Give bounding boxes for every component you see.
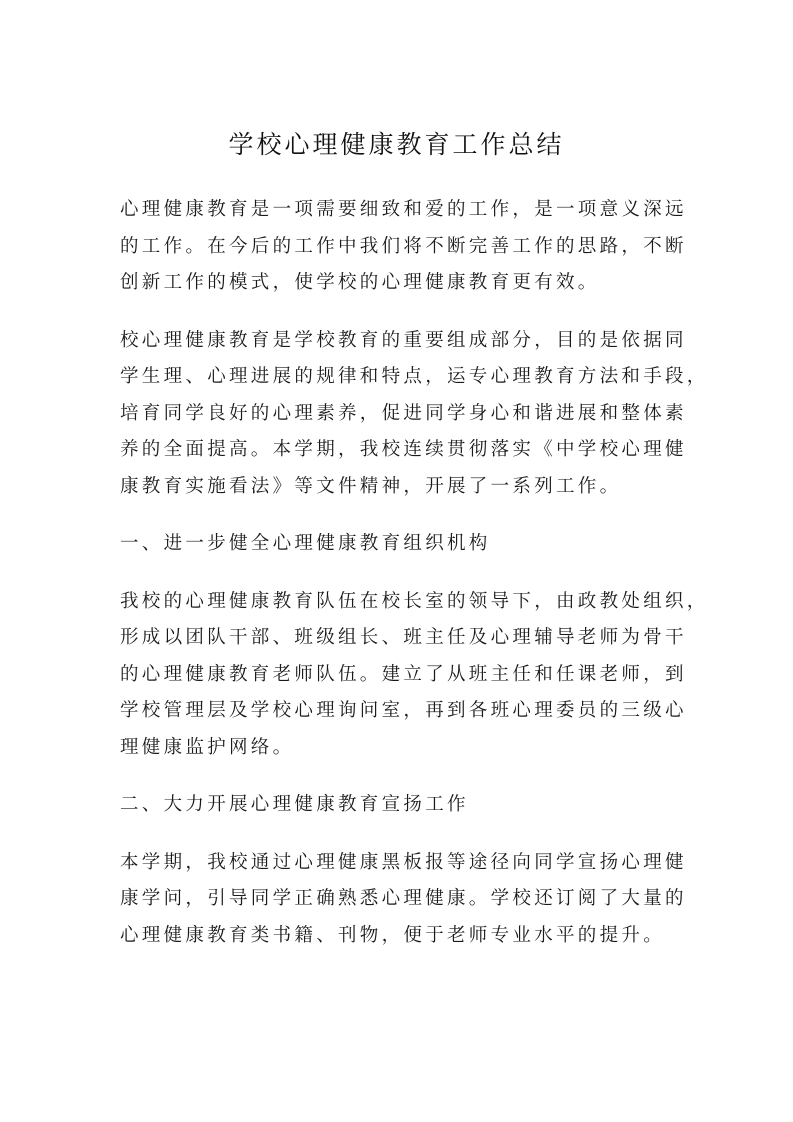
text-line: 理健康监护网络。	[120, 736, 295, 758]
text-line: 心理健康教育是一项需要细致和爱的工作，是一项意义深远	[120, 199, 687, 220]
text-line: 培育同学良好的心理素养，促进同学身心和谐进展和整体素	[120, 402, 687, 424]
text-line: 创新工作的模式，使学校的心理健康教育更有效。	[120, 272, 600, 293]
section-1-paragraph	[120, 584, 709, 767]
document-body	[120, 192, 709, 975]
text-line: 的心理健康教育老师队伍。建立了从班主任和任课老师，到	[120, 663, 687, 685]
text-line: 学生理、心理进展的规律和特点，运专心理教育方法和手段，	[120, 366, 709, 387]
section-heading-2: 二、大力开展心理健康教育宣扬工作	[120, 794, 469, 815]
text-line: 形成以团队干部、班级组长、班主任及心理辅导老师为骨干	[120, 627, 687, 648]
intro-paragraph	[120, 192, 687, 302]
text-line: 康教育实施看法》等文件精神，开展了一系列工作。	[120, 475, 622, 497]
text-line: 心理健康教育类书籍、刊物，便于老师专业水平的提升。	[120, 924, 666, 946]
background-paragraph	[120, 323, 709, 506]
text-line: 校心理健康教育是学校教育的重要组成部分，目的是依据同	[120, 329, 687, 351]
text-line: 养的全面提高。本学期，我校连续贯彻落实《中学校心理健	[120, 439, 687, 460]
text-line: 本学期，我校通过心理健康黑板报等途径向同学宣扬心理健	[120, 851, 687, 873]
text-line: 康学问，引导同学正确熟悉心理健康。学校还订阅了大量的	[120, 888, 687, 909]
text-line: 学校管理层及学校心理询问室，再到各班心理委员的三级心	[120, 700, 687, 721]
text-line: 我校的心理健康教育队伍在校长室的领导下，由政教处组织，	[120, 590, 709, 612]
text-line: 的工作。在今后的工作中我们将不断完善工作的思路，不断	[120, 235, 687, 257]
section-2-paragraph	[120, 845, 687, 955]
section-heading-1: 一、进一步健全心理健康教育组织机构	[120, 533, 491, 554]
document-title: 学校心理健康教育工作总结	[228, 130, 565, 159]
